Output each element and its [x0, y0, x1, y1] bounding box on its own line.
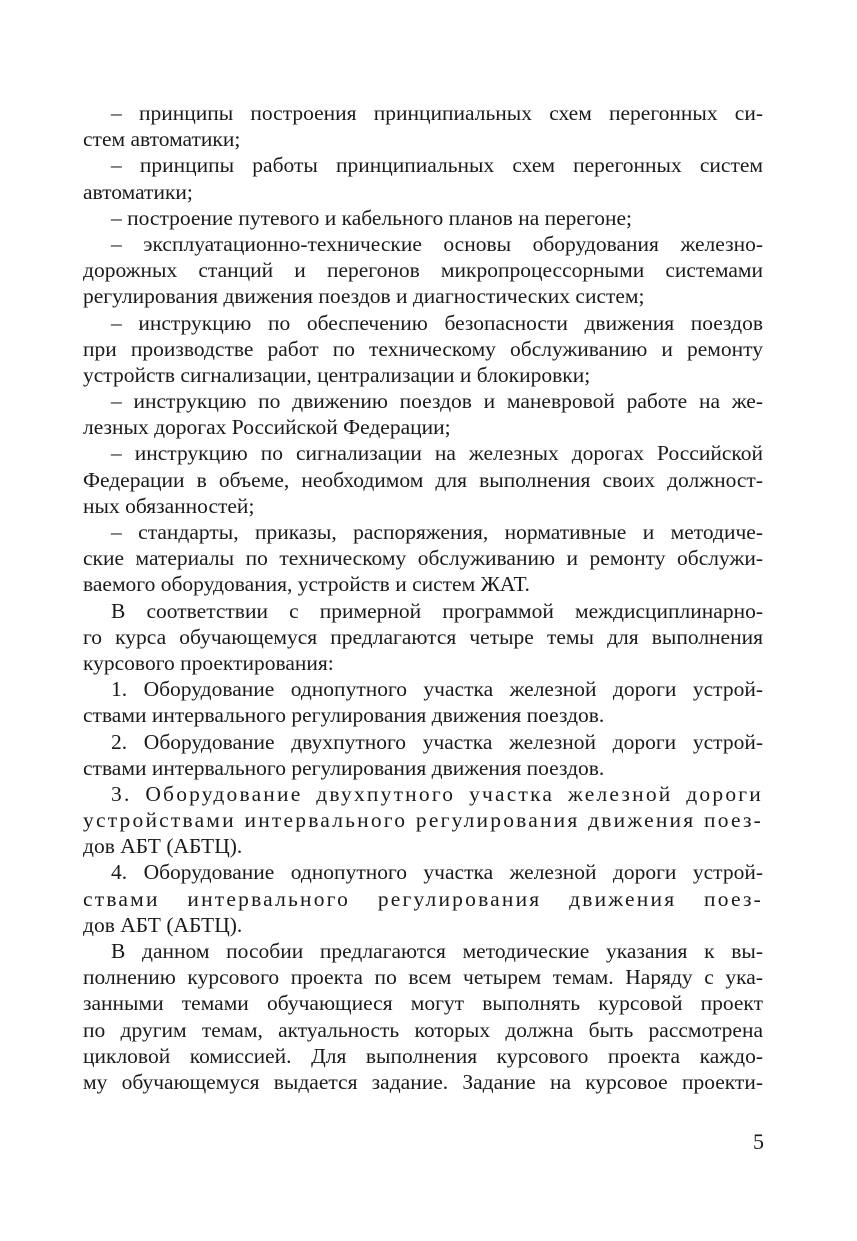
text-line: ных обязанностей;	[83, 493, 255, 518]
text-line: занными темами обучающиеся могут выполнять курсовой проект	[83, 991, 763, 1016]
text-line: ствами интервального регулирования движения поез-	[83, 886, 763, 911]
text-line: – эксплуатационно-технические основы оборудования железно-	[111, 231, 763, 256]
text-line: – инструкцию по сигнализации на железных дорогах Российской	[111, 441, 763, 466]
text-line: – построение путевого и кабельного планов на перегоне;	[111, 205, 633, 230]
text-line: цикловой комиссией. Для выполнения курсового проекта каждо-	[83, 1043, 763, 1068]
text-line: стем автоматики;	[83, 127, 241, 152]
text-line: го курса обучающемуся предлагаются четыре темы для выполнения	[83, 624, 763, 649]
text-line: регулирования движения поездов и диагностических систем;	[83, 284, 645, 309]
text-line: лезных дорогах Российской Федерации;	[83, 415, 451, 440]
text-line: – принципы построения принципиальных схем перегонных си-	[111, 101, 763, 125]
body-text	[83, 100, 763, 1095]
text-line: – принципы работы принципиальных схем перегонных систем	[111, 153, 763, 178]
text-line: – инструкцию по движению поездов и маневровой работе на же-	[111, 389, 763, 414]
text-line: по другим темам, актуальность которых должна быть рассмотрена	[83, 1017, 763, 1042]
text-line: В данном пособии предлагаются методические указания к вы-	[111, 939, 763, 963]
text-line: 4. Оборудование однопутного участка железной дороги устрой-	[111, 860, 763, 885]
text-line: при производстве работ по техническому обслуживанию и ремонту	[83, 336, 763, 361]
text-line: – стандарты, приказы, распоряжения, нормативные и методиче-	[111, 520, 763, 544]
text-line: ские материалы по техническому обслуживанию и ремонту обслужи-	[83, 546, 763, 571]
text-line: курсового проектирования:	[83, 650, 334, 675]
text-line: автоматики;	[83, 179, 193, 204]
text-line: дорожных станций и перегонов микропроцессорными системами	[83, 258, 763, 283]
text-line: дов АБТ (АБТЦ).	[83, 912, 243, 937]
text-line: В соответствии с примерной программой междисциплинарно-	[111, 598, 763, 623]
text-line: полнению курсового проекта по всем четырем темам. Наряду с ука-	[83, 965, 763, 990]
text-line: 3. Оборудование двухпутного участка железной дороги	[111, 781, 763, 806]
text-line: ствами интервального регулирования движения поездов.	[83, 755, 605, 780]
text-line: Федерации в объеме, необходимом для выполнения своих должност-	[83, 467, 763, 492]
text-line: – инструкцию по обеспечению безопасности движения поездов	[111, 310, 763, 335]
text-line: дов АБТ (АБТЦ).	[83, 834, 243, 859]
text-line: му обучающемуся выдается задание. Задание на курсовое проекти-	[83, 1069, 763, 1094]
text-line: 2. Оборудование двухпутного участка железной дороги устрой-	[111, 729, 763, 754]
text-line: ствами интервального регулирования движения поездов.	[83, 703, 605, 728]
page-number: 5	[753, 1129, 764, 1154]
text-line: устройств сигнализации, централизации и блокировки;	[83, 362, 591, 387]
text-line: устройствами интервального регулирования движения поез-	[83, 808, 763, 833]
text-line: 1. Оборудование однопутного участка железной дороги устрой-	[111, 677, 763, 702]
text-line: ваемого оборудования, устройств и систем ЖАТ.	[83, 572, 530, 597]
